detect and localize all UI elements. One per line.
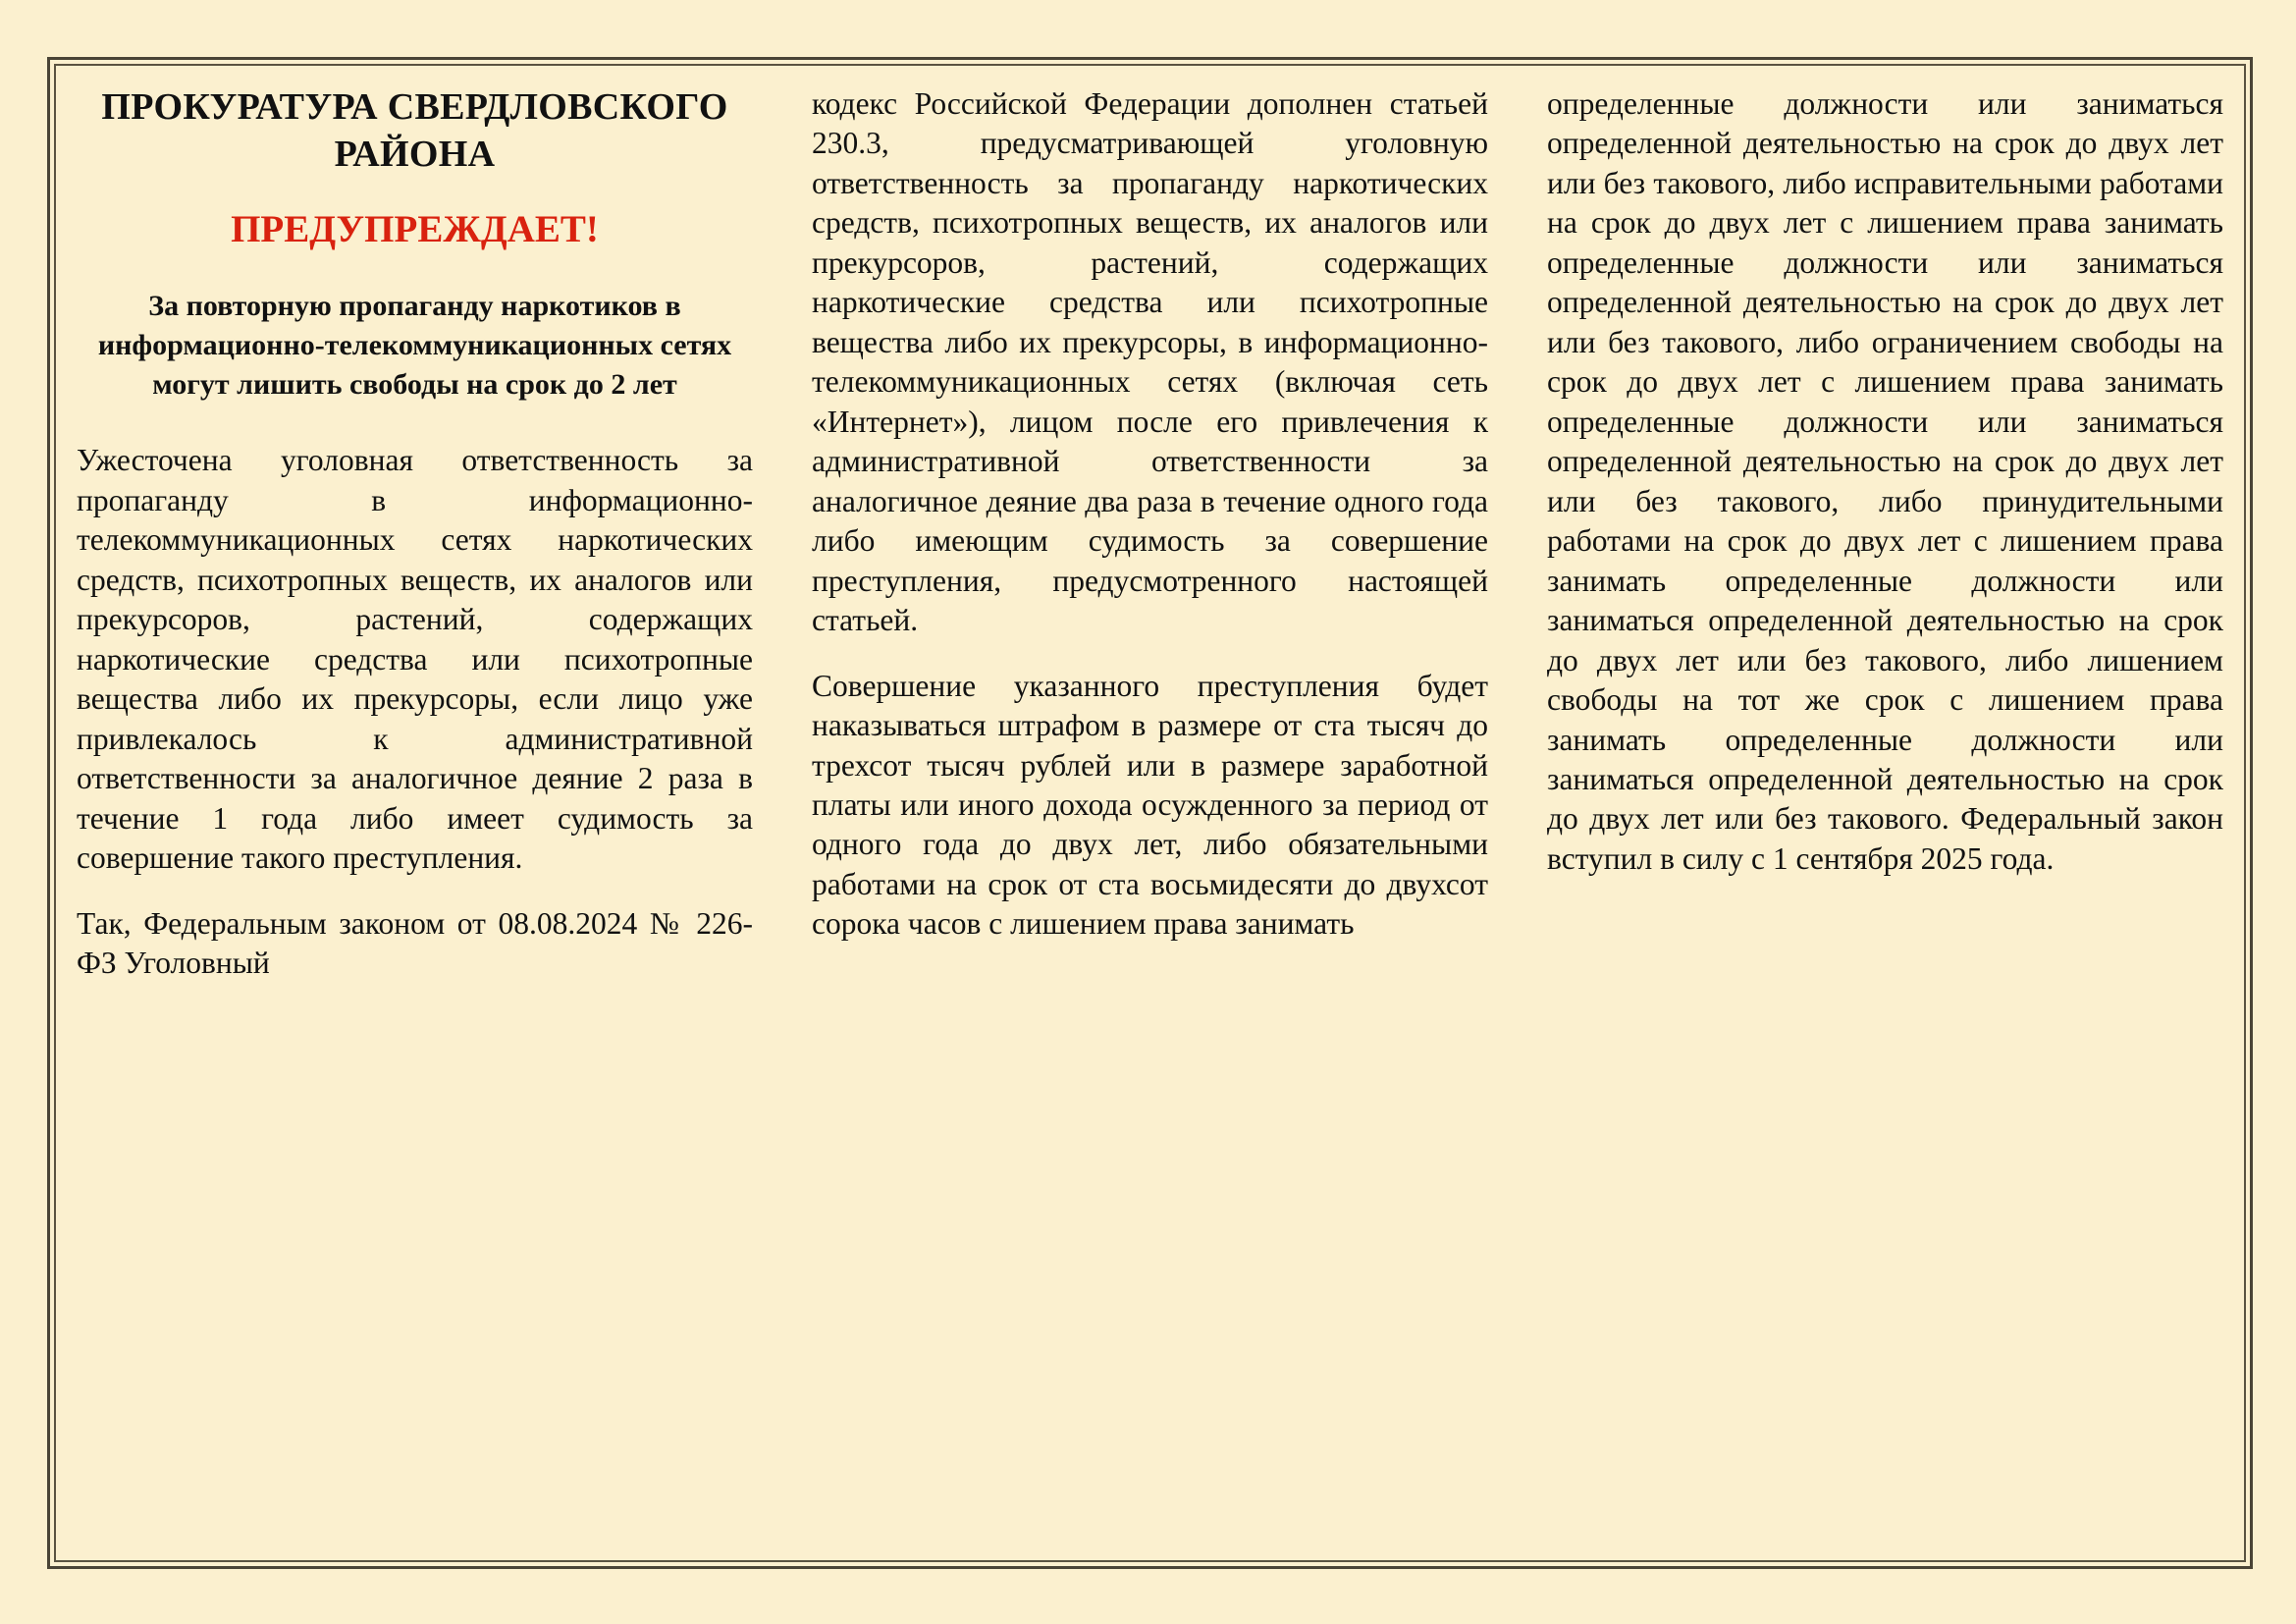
poster-content [77, 84, 2223, 1542]
warning-title: ПРЕДУПРЕЖДАЕТ! [231, 208, 599, 250]
body-paragraph: Так, Федеральным законом от 08.08.2024 № 226-ФЗ Уголовный [77, 905, 753, 981]
body-paragraph: Совершение указанного преступления будет наказываться штрафом в размере от ста тысяч до трехсот тысяч рублей или в размере заработной платы или иного дохода осужденного за период от одного года до двух лет, либо обязательными работами на срок от ста восьмидесяти до двухсот сорока часов с лишением права занимать [812, 668, 1488, 942]
body-paragraph: Ужесточена уголовная ответственность за пропаганду в информационно-телекоммуникационных сетях наркотических средств, психотропных веществ, их аналогов или прекурсоров, растений, содержащих наркотические средства или психотропные вещества либо их прекурсоры, если лицо уже привлекалось к административной ответственности за аналогичное деяние 2 раза в течение 1 года либо имеет судимость за совершение такого преступления. [77, 443, 753, 876]
column-right [1547, 84, 2223, 1542]
body-paragraph: определенные должности или заниматься определенной деятельностью на срок до двух лет или без такового, либо исправительными работами на срок до двух лет с лишением права занимать определенные должности или заниматься определенной деятельностью на срок до двух лет или без такового, либо ограничением свободы на срок до двух лет с лишением права занимать определенные должности или заниматься определенной деятельностью на срок до двух лет или без такового, либо принудительными работами на срок до двух лет с лишением права занимать определенные должности или заниматься определенной деятельностью на срок до двух лет или без такового, либо лишением свободы на тот же срок с лишением права занимать определенные должности или заниматься определенной деятельностью на срок до двух лет или без такового. Федеральный закон вступил в силу с 1 сентября 2025 года. [1547, 86, 2223, 876]
column-left [77, 84, 753, 1542]
org-title: ПРОКУРАТУРА СВЕРДЛОВСКОГО РАЙОНА [101, 86, 728, 175]
column-middle [812, 84, 1488, 1542]
poster-subtitle: За повторную пропаганду наркотиков в информационно-телекоммуникационных сетях могут лишить свободы на срок до 2 лет [97, 289, 732, 401]
body-paragraph: кодекс Российской Федерации дополнен статьей 230.3, предусматривающей уголовную ответственность за пропаганду наркотических средств, психотропных веществ, их аналогов или прекурсоров, растений, содержащих наркотические средства или психотропные вещества либо их прекурсоры, в информационно-телекоммуникационных сетях (включая сеть «Интернет»), лицом после его привлечения к административной ответственности за аналогичное деяние два раза в течение одного года либо имеющим судимость за совершение преступления, предусмотренного настоящей статьей. [812, 86, 1488, 638]
